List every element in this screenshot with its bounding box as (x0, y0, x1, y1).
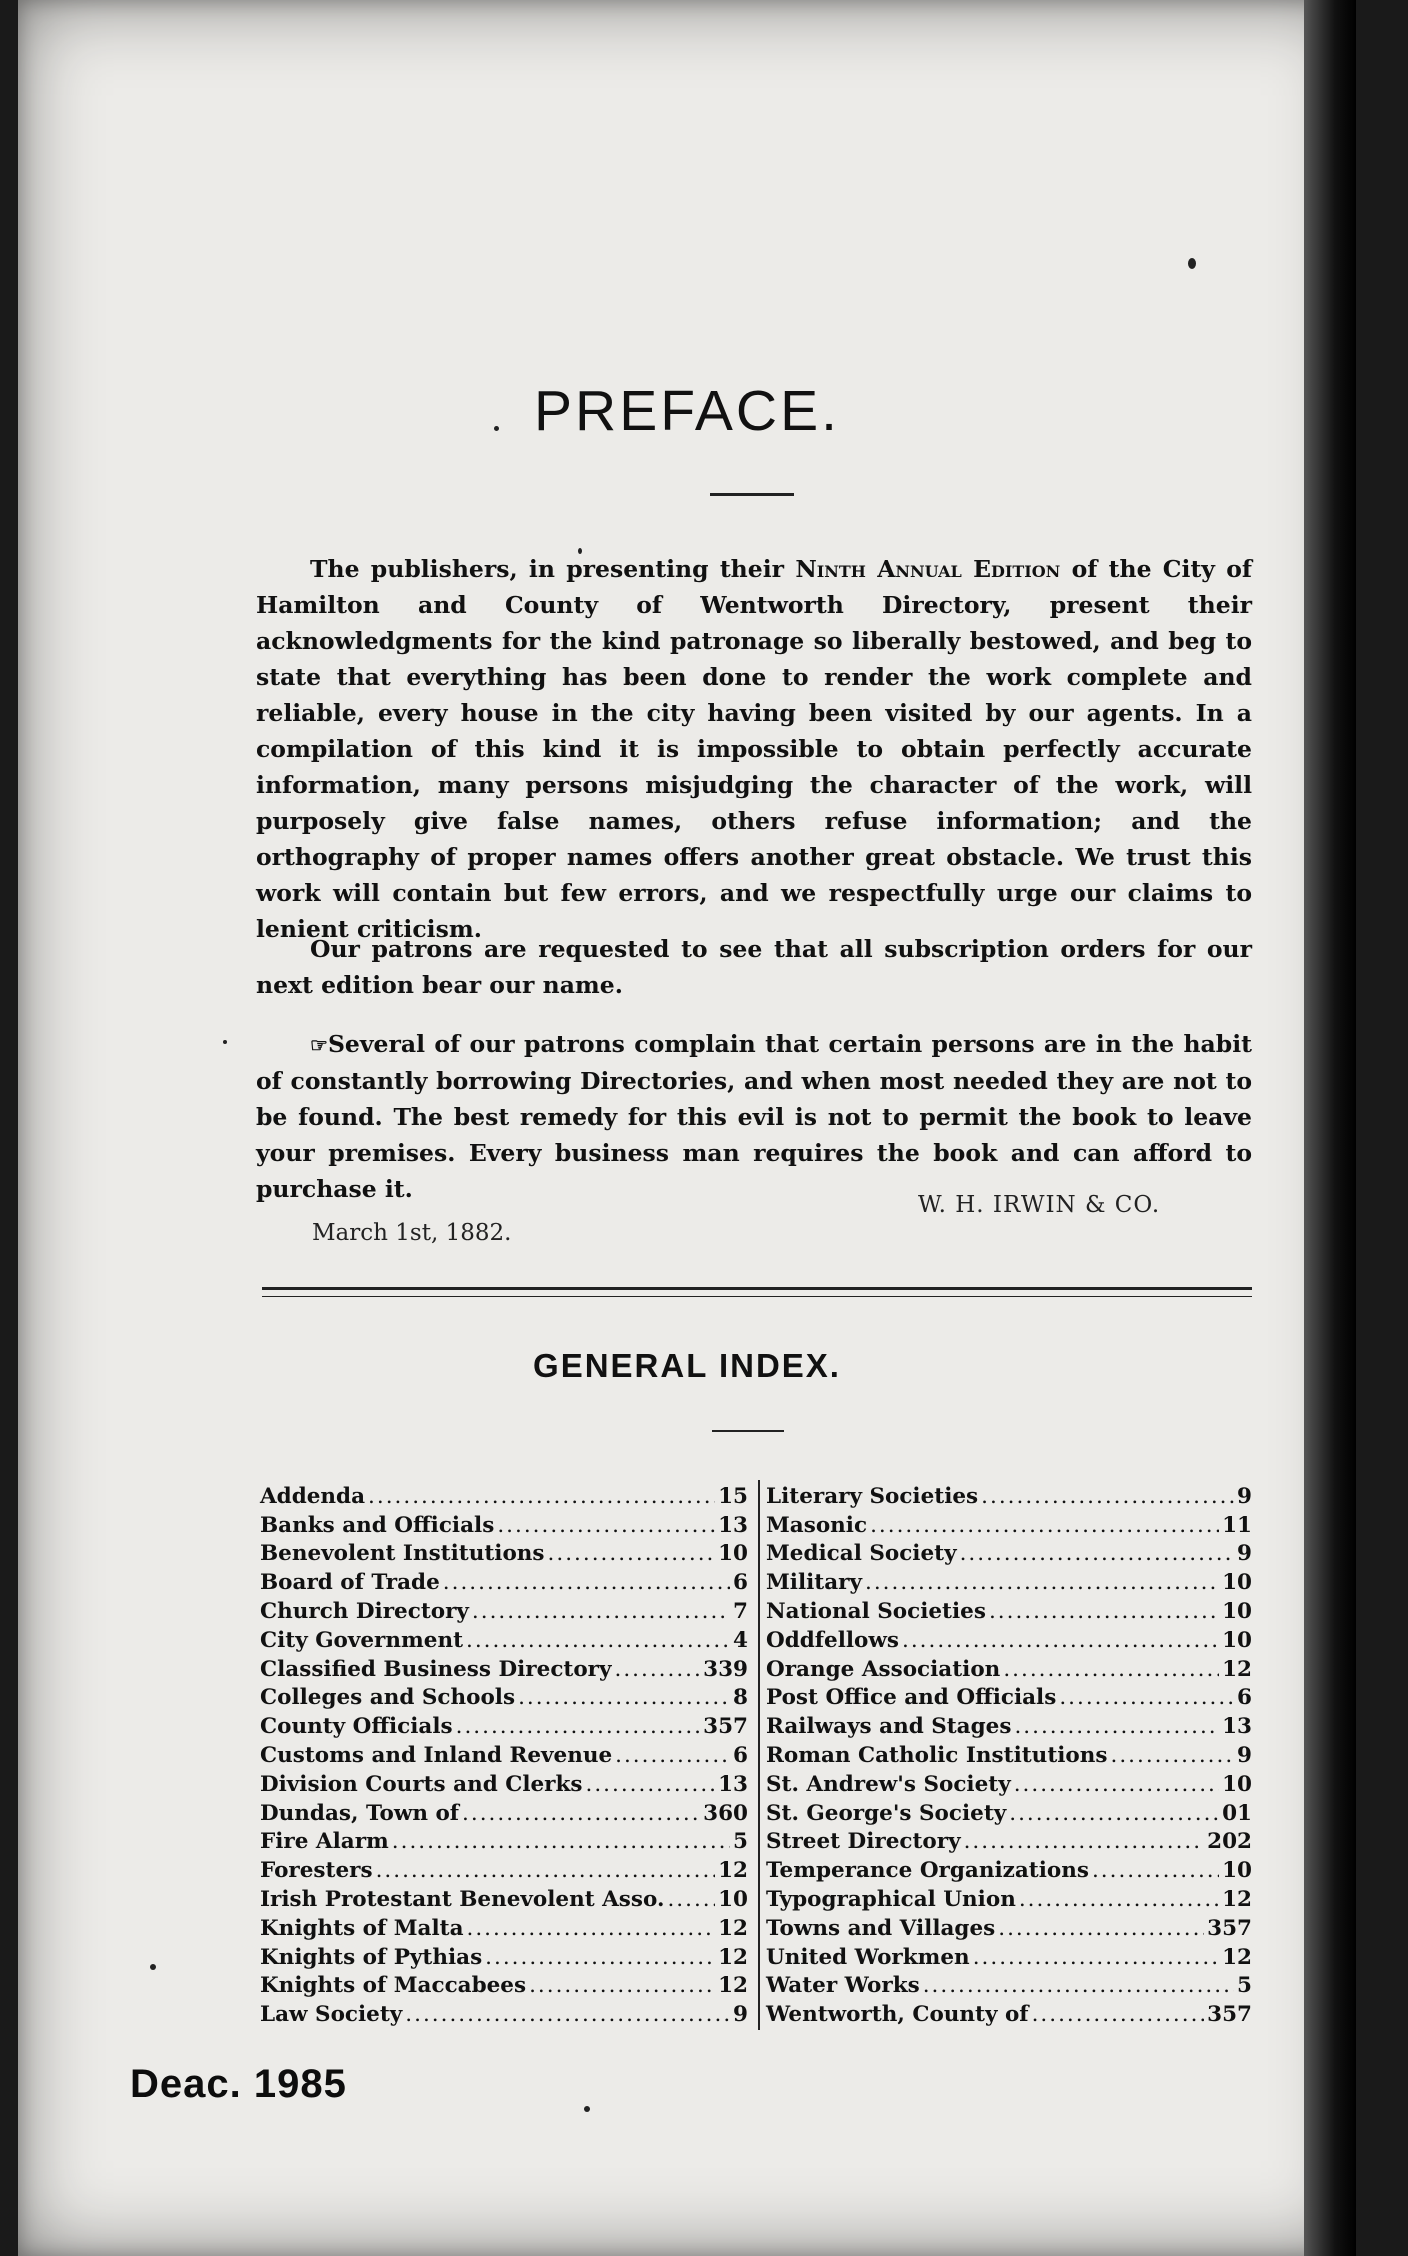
index-entry: Church Directory ..... 7 (260, 1595, 748, 1624)
index-entry: Benevolent Institutions ..... 10 (260, 1538, 748, 1567)
publisher-signature: W. H. IRWIN & CO. (918, 1192, 1161, 1218)
index-column-divider (758, 1480, 760, 2030)
print-speck (494, 426, 499, 431)
index-entry: United Workmen ..... 12 (766, 1941, 1252, 1970)
preface-paragraph-2 (256, 931, 1252, 1003)
index-entry: Post Office and Officials ..... 6 (766, 1682, 1252, 1711)
preface-p3-text: Several of our patrons complain that certain persons are in the habit of constantly borrowing Directories, and when most needed they are not to be found. The best remedy for this evil is not to permit the book to leave your premises. Every business man requires the book and can afford to purchase it. (256, 1030, 1252, 1203)
index-entry: Customs and Inland Revenue ..... 6 (260, 1739, 748, 1768)
index-entry: St. George's Society ..... 01 (766, 1797, 1252, 1826)
index-entry: Oddfellows ..... 10 (766, 1624, 1252, 1653)
index-entry: National Societies ..... 10 (766, 1595, 1252, 1624)
preface-p1-end: of the City of Hamilton and County of Wentworth Directory, present their acknowledgments for the kind patronage so liberally bestowed, and beg to state that everything has been done to render the work complete and reliable, every house in the city having been visited by our agents. In a compilation of this kind it is impossible to obtain perfectly accurate information, many persons misjudging the character of the work, will purposely give false names, others refuse information; and the orthography of proper names offers another great obstacle. We trust this work will contain but few errors, and we respectfully urge our claims to lenient criticism. (256, 555, 1253, 943)
index-entry: Knights of Pythias ..... 12 (260, 1941, 748, 1970)
index-entry: Classified Business Directory ..... 339 (260, 1653, 748, 1682)
index-entry: Division Courts and Clerks ..... 13 (260, 1768, 748, 1797)
index-entry: Water Works ..... 5 (766, 1970, 1252, 1999)
directory-page (18, 0, 1356, 2256)
index-entry: Banks and Officials ..... 13 (260, 1509, 748, 1538)
preface-p1-start: The publishers, in presenting their (310, 555, 796, 583)
index-title: GENERAL INDEX. (533, 1347, 841, 1384)
preface-title: PREFACE. (534, 379, 840, 443)
preface-p2-text: Our patrons are requested to see that all subscription orders for our next edition bear our name. (256, 935, 1252, 999)
index-entry: Military ..... 10 (766, 1566, 1252, 1595)
print-speck (578, 548, 582, 554)
preface-paragraph-3 (256, 1026, 1252, 1207)
index-column-left (260, 1480, 748, 2027)
index-entry: Wentworth, County of ..... 357 (766, 1998, 1252, 2027)
index-entry: Temperance Organizations ..... 10 (766, 1854, 1252, 1883)
index-entry: Roman Catholic Institutions ..... 9 (766, 1739, 1252, 1768)
section-divider-bottom (262, 1296, 1252, 1297)
print-speck (584, 2106, 590, 2112)
index-entry: Street Directory ..... 202 (766, 1826, 1252, 1855)
index-entry: Masonic ..... 11 (766, 1509, 1252, 1538)
index-entry: Colleges and Schools ..... 8 (260, 1682, 748, 1711)
index-entry: Foresters ..... 12 (260, 1854, 748, 1883)
print-speck (223, 1040, 227, 1044)
index-entry: Irish Protestant Benevolent Asso. ..... 10 (260, 1883, 748, 1912)
print-speck (150, 1964, 156, 1970)
preface-date: March 1st, 1882. (312, 1220, 512, 1246)
preface-paragraph-1 (256, 551, 1252, 947)
page-shadow-edge (1304, 0, 1356, 2256)
index-entry: Dundas, Town of ..... 360 (260, 1797, 748, 1826)
index-entry: Addenda ..... 15 (260, 1480, 748, 1509)
index-entry: Fire Alarm ..... 5 (260, 1826, 748, 1855)
index-entry: Medical Society ..... 9 (766, 1538, 1252, 1567)
index-entry: Board of Trade ..... 6 (260, 1566, 748, 1595)
archive-stamp: Deac. 1985 (130, 2062, 347, 2106)
index-entry: Orange Association ..... 12 (766, 1653, 1252, 1682)
edition-small-caps: Ninth Annual Edition (795, 555, 1061, 583)
index-entry: Knights of Maccabees ..... 12 (260, 1970, 748, 1999)
index-entry: Typographical Union ..... 12 (766, 1883, 1252, 1912)
index-entry: Knights of Malta ..... 12 (260, 1912, 748, 1941)
index-entry: St. Andrew's Society ..... 10 (766, 1768, 1252, 1797)
index-entry: Towns and Villages ..... 357 (766, 1912, 1252, 1941)
index-title-rule (712, 1430, 784, 1432)
title-rule (710, 493, 794, 496)
index-entry: Literary Societies ..... 9 (766, 1480, 1252, 1509)
index-entry: Law Society ..... 9 (260, 1998, 748, 2027)
index-column-right (766, 1480, 1252, 2027)
index-entry: Railways and Stages ..... 13 (766, 1710, 1252, 1739)
index-entry: City Government ..... 4 (260, 1624, 748, 1653)
section-divider-top (262, 1287, 1252, 1290)
pointing-hand-icon: ☞ (310, 1033, 328, 1057)
index-entry: County Officials ..... 357 (260, 1710, 748, 1739)
print-speck (1188, 258, 1196, 269)
